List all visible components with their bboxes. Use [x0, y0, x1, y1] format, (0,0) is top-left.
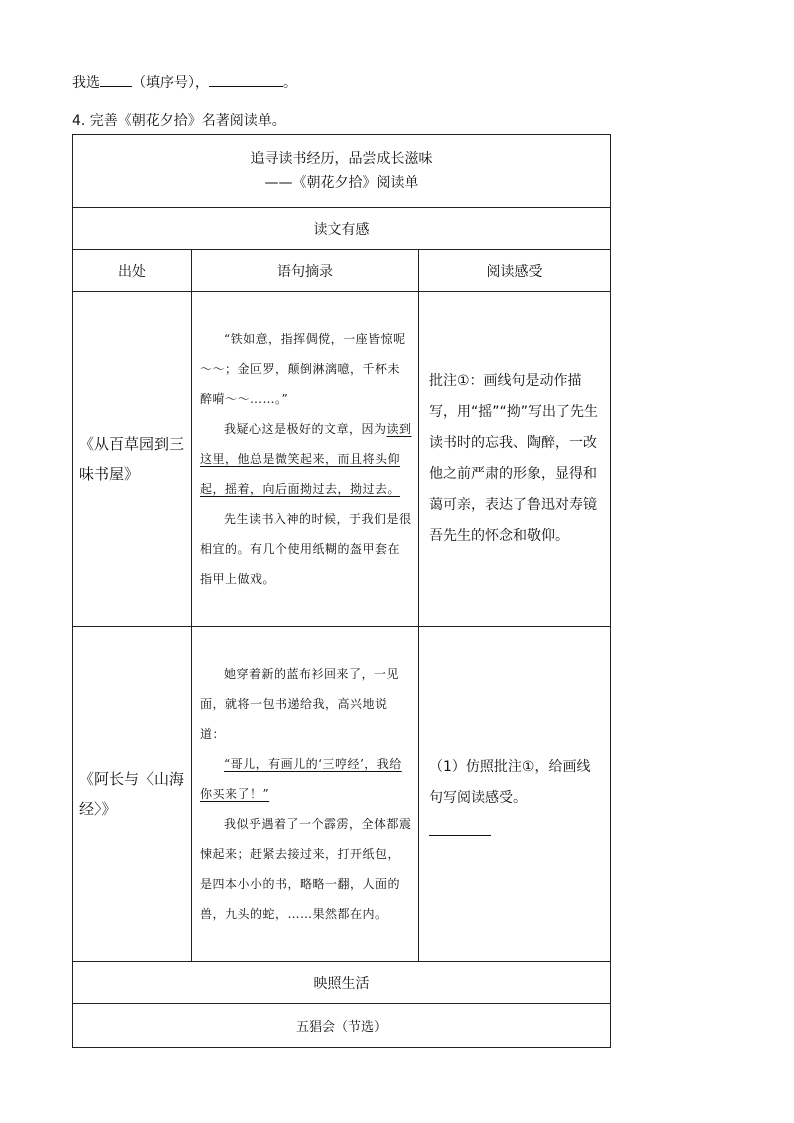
annotation-task: （1）仿照批注①，给画线句写阅读感受。	[429, 759, 591, 806]
question-3-suffix: 。	[283, 75, 297, 91]
excerpt-paragraph: 先生读书入神的时候，于我们是很相宜的。有几个使用纸糊的盔甲套在指甲上做戏。	[200, 512, 412, 586]
question-3-middle: （填序号），	[132, 75, 209, 91]
column-header-feeling: 阅读感受	[419, 250, 611, 292]
excerpt-paragraph: 我似乎遇着了一个霹雳，全体都震悚起来；赶紧去接过来，打开纸包，是四本小小的书，略略一翻，人面的兽，九头的蛇，……果然都在内。	[200, 817, 412, 921]
sequence-number-blank[interactable]	[100, 72, 132, 87]
sheet-subtitle: ——《朝花夕拾》阅读单	[264, 175, 419, 191]
excerpt-paragraph: 她穿着新的蓝布衫回来了，一见面，就将一包书递给我，高兴地说道：	[200, 667, 400, 741]
underlined-sentence: “哥儿，有画儿的‘三哼经’，我给你买来了！”	[200, 757, 402, 801]
column-header-source: 出处	[73, 250, 192, 292]
question-4-prompt: 4. 完善《朝花夕拾》名著阅读单。	[72, 113, 286, 129]
table-row	[73, 627, 611, 962]
underlined-sentence: 读到这里，他总是微笑起来，而且将头仰起，摇着，向后面拗过去，拗过去。	[200, 422, 412, 496]
reason-blank[interactable]	[209, 72, 283, 87]
excerpt-paragraph	[200, 749, 412, 809]
sheet-title: 追寻读书经历，品尝成长滋味	[250, 151, 433, 167]
question-3-answer-line	[72, 72, 297, 92]
section-heading-reading: 读文有感	[73, 208, 611, 250]
column-header-excerpt: 语句摘录	[192, 250, 419, 292]
excerpt-cell	[192, 292, 419, 627]
source-cell: 《从百草园到三味书屋》	[73, 292, 192, 627]
sheet-title-cell	[73, 135, 611, 208]
excerpt-title: 五猖会（节选）	[73, 1004, 611, 1048]
excerpt-paragraph: “铁如意，指挥倜傥，一座皆惊呢～～；金叵罗，颠倒淋漓噫，千杯未醉嗬～～……。”	[200, 332, 406, 406]
excerpt-paragraph	[200, 414, 412, 504]
annotation-cell: 批注①：画线句是动作描写，用“摇”“拗”写出了先生读书时的忘我、陶醉，一改他之前严肃的形象，显得和蔼可亲，表达了鲁迅对寿镜吾先生的怀念和敬仰。	[419, 292, 611, 627]
answer-blank[interactable]	[429, 834, 491, 836]
reading-sheet-table	[72, 134, 611, 1048]
section-heading-life: 映照生活	[73, 962, 611, 1004]
annotation-cell	[419, 627, 611, 962]
excerpt-cell	[192, 627, 419, 962]
question-3-prefix: 我选	[72, 75, 100, 91]
excerpt-text: 我疑心这是极好的文章，因为	[224, 422, 387, 436]
table-row	[73, 292, 611, 627]
source-cell: 《阿长与〈山海经〉》	[73, 627, 192, 962]
